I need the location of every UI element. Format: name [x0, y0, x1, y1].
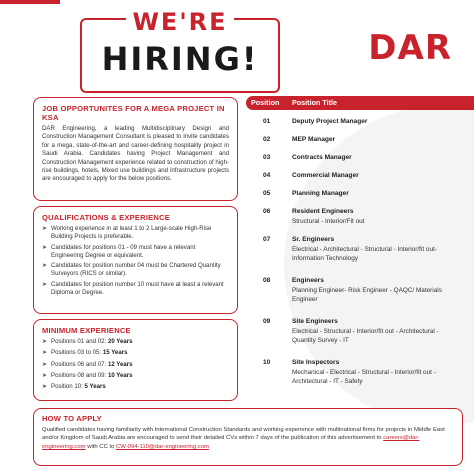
position-number: 06: [263, 208, 271, 215]
list-item: ➤ Candidates for position number 10 must have at least a relevant Diploma or Degree.: [42, 280, 224, 297]
position-number: 05: [263, 190, 271, 197]
list-item: ➤ Candidates for positions 01 - 09 must have a relevant Engineering Degree or equivalent.: [42, 243, 196, 259]
positions-table-header: [246, 96, 474, 110]
minimum-experience-list: [42, 338, 229, 391]
qualifications-panel: [33, 206, 238, 314]
position-title: Deputy Project Manager: [292, 118, 368, 125]
list-item: ➤ Position 10: 5 Years: [42, 383, 106, 391]
position-number: 02: [263, 136, 271, 143]
opportunities-panel: [33, 97, 238, 201]
arrow-bullet-icon: ➤: [42, 384, 48, 391]
arrow-bullet-icon: ➤: [42, 244, 48, 251]
position-number: 03: [263, 154, 271, 161]
position-description: Mechanical - Electrical - Structural - Interior/fit out - Architectural - IT - Safety: [292, 369, 436, 385]
position-title: Engineers: [292, 277, 324, 284]
position-number: 01: [263, 118, 271, 125]
how-to-apply-panel: [33, 408, 463, 466]
list-item: ➤ Working experience in at least 1 to 2 Large-scale High-Rise Building Projects is preferable.: [42, 225, 212, 241]
position-title: Sr. Engineers: [292, 236, 335, 243]
opportunities-body: DAR Engineering, a leading Multidisciplinary Design and Construction Management Consultant is pleased to invite candidates for a mega, state-of-the-art and career-defining hospitality project in Saudi Arabia. Candidates having Project Management and Construction Management experience related to construction of high-rise buildings, hotels, Mixed use buildings and infrastructure projects are encouraged to apply for the below positions.: [42, 125, 229, 183]
qualifications-title: QUALIFICATIONS & EXPERIENCE: [42, 213, 171, 222]
list-item: ➤ Positions 08 and 09: 10 Years: [42, 371, 133, 379]
position-number: 08: [263, 277, 271, 284]
top-accent-bar: [0, 0, 60, 4]
position-title: Site Inspectors: [292, 359, 340, 366]
position-description: Electrical - Architectural - Structural - Interior/fit out- Information Technology: [292, 246, 437, 262]
position-number: 10: [263, 359, 271, 366]
arrow-bullet-icon: ➤: [42, 361, 48, 368]
cc-email-link[interactable]: CW-094-110@dar-engineering.com: [116, 443, 209, 450]
position-number: 04: [263, 172, 271, 179]
arrow-bullet-icon: ➤: [42, 263, 48, 270]
position-number: 09: [263, 318, 271, 325]
minimum-experience-panel: [33, 319, 238, 401]
position-title: Planning Manager: [292, 190, 349, 197]
column-header-title: Position Title: [292, 98, 337, 107]
qualifications-list: [42, 225, 229, 297]
how-to-apply-text: Qualified candidates having familiarity with International Construction Standards and working experience with multinational firms for projects in Middle East and/or Kingdom of Saudi Arabia are encouraged to send their detailed CVs within 7 days of the publication of this advertisement to careers@dar-engineering.com with CC to CW-094-110@dar-engineering.com: [42, 427, 445, 450]
arrow-bullet-icon: ➤: [42, 372, 48, 379]
position-number: 07: [263, 236, 271, 243]
position-description: Electrical - Structural - Interior/fit out - Architectural - Quantity Survey - IT: [292, 328, 439, 344]
position-title: Commercial Manager: [292, 172, 359, 179]
arrow-bullet-icon: ➤: [42, 281, 48, 288]
arrow-bullet-icon: ➤: [42, 226, 48, 232]
position-description: Structural - Interior/Fit out: [292, 218, 365, 225]
minimum-experience-title: MINIMUM EXPERIENCE: [42, 326, 131, 335]
arrow-bullet-icon: ➤: [42, 350, 48, 357]
position-title: Resident Engineers: [292, 208, 354, 215]
how-to-apply-title: HOW TO APPLY: [42, 414, 102, 423]
position-title: Contracts Manager: [292, 154, 352, 161]
position-description: Planning Engineer- Risk Engineer - QAQC/ Materials Engineer: [292, 287, 442, 303]
opportunities-title: JOB OPPORTUNITES FOR A MEGA PROJECT IN KSA: [42, 104, 225, 122]
list-item: ➤ Positions 03 to 05: 15 Years: [42, 349, 128, 357]
hiring-line-1: WE'RE: [126, 8, 233, 36]
careers-email-link[interactable]: careers@dar-engineering.com: [42, 435, 420, 450]
list-item: ➤ Candidates for position number 04 must be Chartered Quantity Surveyors (RICS or similar).: [42, 262, 221, 278]
hiring-line-2: HIRING!: [101, 40, 259, 78]
list-item: ➤ Positions 01 and 02: 20 Years: [42, 338, 133, 345]
dar-logo: DAR: [368, 28, 452, 68]
position-title: MEP Manager: [292, 136, 336, 143]
list-item: ➤ Positions 06 and 07: 12 Years: [42, 360, 133, 368]
arrow-bullet-icon: ➤: [42, 339, 48, 345]
position-title: Site Engineers: [292, 318, 338, 325]
column-header-position: Position: [251, 98, 280, 107]
hiring-banner: [80, 8, 280, 98]
